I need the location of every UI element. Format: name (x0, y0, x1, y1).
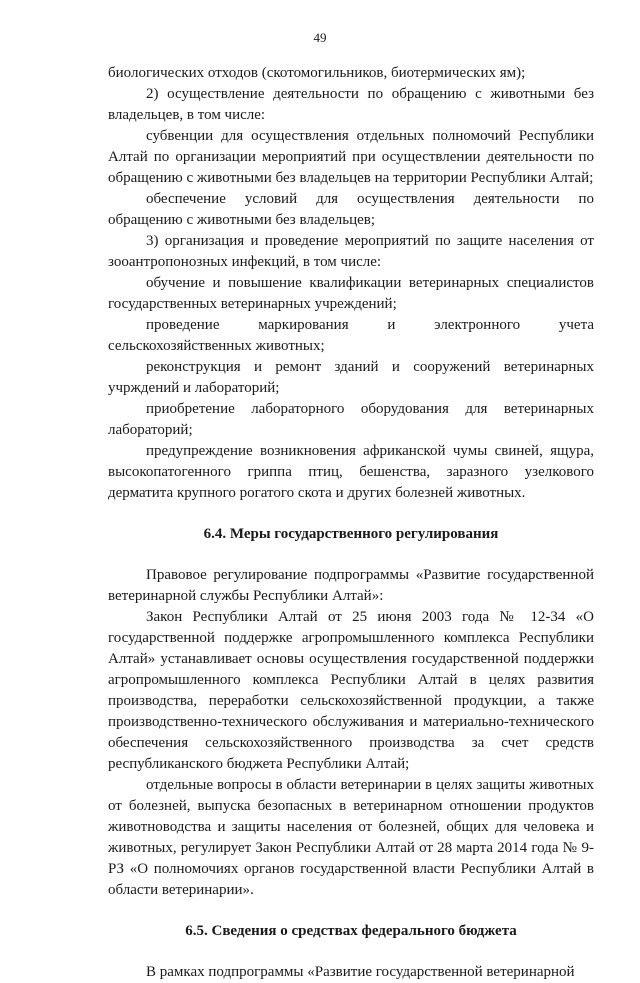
paragraph: предупреждение возникновения африканской чумы свиней, ящура, высокопатогенного гриппа птиц, бешенства, заразного узелкового дерматита крупного рогатого скота и других болезней животных. (108, 443, 594, 501)
page-content (108, 63, 594, 983)
paragraph: обучение и повышение квалификации ветеринарных специалистов государственных ветеринарных учреждений; (108, 275, 594, 312)
spacer (108, 504, 594, 524)
paragraph: реконструкция и ремонт зданий и сооружений ветеринарных учрждений и лабораторий; (108, 359, 594, 396)
paragraph: 3) организация и проведение мероприятий по защите населения от зооантропонозных инфекций, в том числе: (108, 233, 594, 270)
paragraph: 2) осуществление деятельности по обращению с животными без владельцев, в том числе: (108, 86, 594, 123)
paragraph: приобретение лабораторного оборудования для ветеринарных лабораторий; (108, 401, 594, 438)
paragraph: отдельные вопросы в области ветеринарии в целях защиты животных от болезней, выпуска безопасных в ветеринарном отношении продуктов животноводства и защиты населения от болезней, общих для человека и животных, регулирует Закон Республики Алтай от 28 марта 2014 года № 9-РЗ «О полномочиях органов государственной власти Республики Алтай в области ветеринарии». (108, 777, 594, 898)
paragraph: В рамках подпрограммы «Развитие государственной ветеринарной (146, 964, 575, 980)
spacer (108, 545, 594, 565)
paragraph: Закон Республики Алтай от 25 июня 2003 года № 12-34 «О государственной поддержке агропромышленного комплекса Республики Алтай» устанавливает основы осуществления государственной поддержки агропромышленного комплекса Республики Алтай в целях развития производства, переработки сельскохозяйственной продукции, а также производственно-технического обслуживания и материально-технического обеспечения сельскохозяйственного производства за счет средств республиканского бюджета Республики Алтай; (108, 609, 594, 772)
paragraph: биологических отходов (скотомогильников, биотермических ям); (108, 65, 526, 81)
page-number: 49 (313, 30, 327, 45)
paragraph: субвенции для осуществления отдельных полномочий Республики Алтай по организации мероприятий при осуществлении деятельности по обращению с животными без владельцев на территории Республики Алтай; (108, 128, 594, 186)
paragraph: обеспечение условий для осуществления деятельности по обращению с животными без владельцев; (108, 191, 594, 228)
spacer (108, 942, 594, 962)
paragraph: проведение маркирования и электронного учета сельскохозяйственных животных; (108, 317, 594, 354)
paragraph: Правовое регулирование подпрограммы «Развитие государственной ветеринарной службы Республики Алтай»: (108, 567, 594, 604)
spacer (108, 901, 594, 921)
section-heading-6-4: 6.4. Меры государственного регулирования (203, 526, 499, 542)
section-heading-6-5: 6.5. Сведения о средствах федерального бюджета (185, 923, 517, 939)
